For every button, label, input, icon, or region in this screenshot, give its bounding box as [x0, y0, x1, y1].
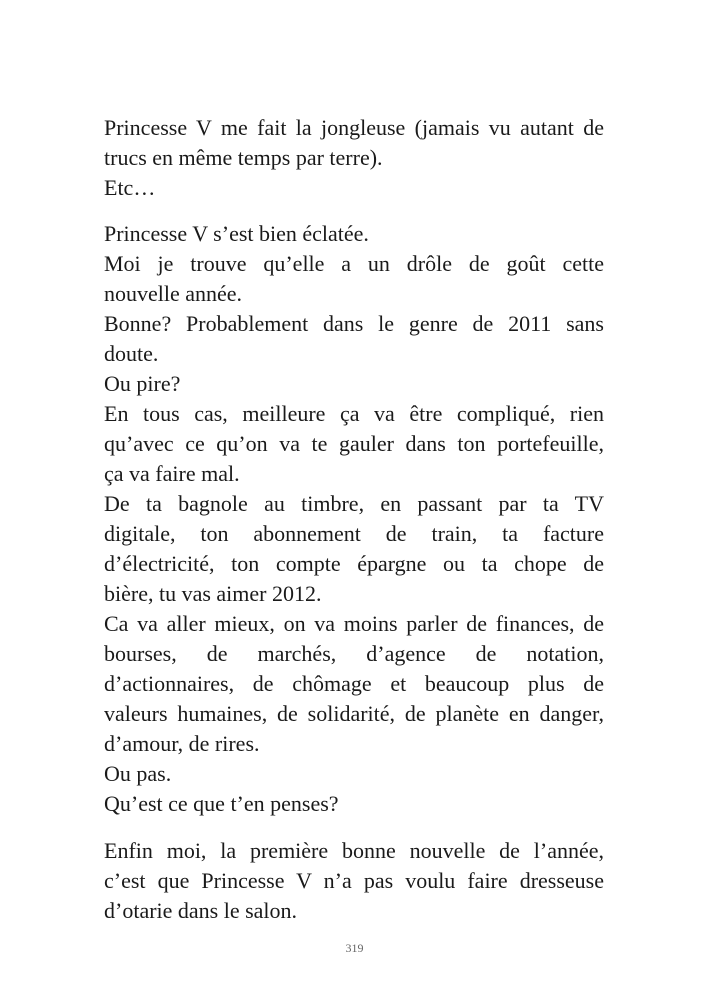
page-number: 319 [345, 941, 364, 955]
text-line: valeurs humaines, de solidarité, de planète en danger, [104, 701, 604, 726]
text-line: doute. [104, 341, 159, 366]
text-line: d’actionnaires, de chômage et beaucoup plus de [104, 671, 604, 696]
text-line: Bonne? Probablement dans le genre de 2011 sans [104, 311, 604, 336]
text-line: d’amour, de rires. [104, 731, 260, 756]
text-line: Princesse V s’est bien éclatée. [104, 221, 369, 246]
text-line: Ou pas. [104, 761, 172, 786]
text-line: d’électricité, ton compte épargne ou ta chope de [104, 551, 604, 576]
text-line: nouvelle année. [104, 281, 243, 306]
text-line: En tous cas, meilleure ça va être compliqué, rien [104, 401, 604, 426]
text-line: Princesse V me fait la jongleuse (jamais vu autant de [104, 115, 604, 140]
text-line: Etc… [104, 175, 156, 200]
text-line: trucs en même temps par terre). [104, 145, 383, 170]
text-line: Enfin moi, la première bonne nouvelle de l’année, [104, 838, 604, 863]
text-line: Qu’est ce que t’en penses? [104, 791, 339, 816]
text-line: qu’avec ce qu’on va te gauler dans ton portefeuille, [104, 431, 604, 456]
text-line: Ca va aller mieux, on va moins parler de finances, de [104, 611, 604, 636]
text-line: Moi je trouve qu’elle a un drôle de goût cette [104, 251, 604, 276]
text-line: Ou pire? [104, 371, 181, 396]
text-line: digitale, ton abonnement de train, ta facture [104, 521, 604, 546]
text-line: bière, tu vas aimer 2012. [104, 581, 322, 606]
text-line: c’est que Princesse V n’a pas voulu faire dresseuse [104, 868, 604, 893]
text-line: d’otarie dans le salon. [104, 898, 298, 923]
text-line: De ta bagnole au timbre, en passant par ta TV [104, 491, 604, 516]
text-line: ça va faire mal. [104, 461, 240, 486]
text-line: bourses, de marchés, d’agence de notation, [104, 641, 604, 666]
